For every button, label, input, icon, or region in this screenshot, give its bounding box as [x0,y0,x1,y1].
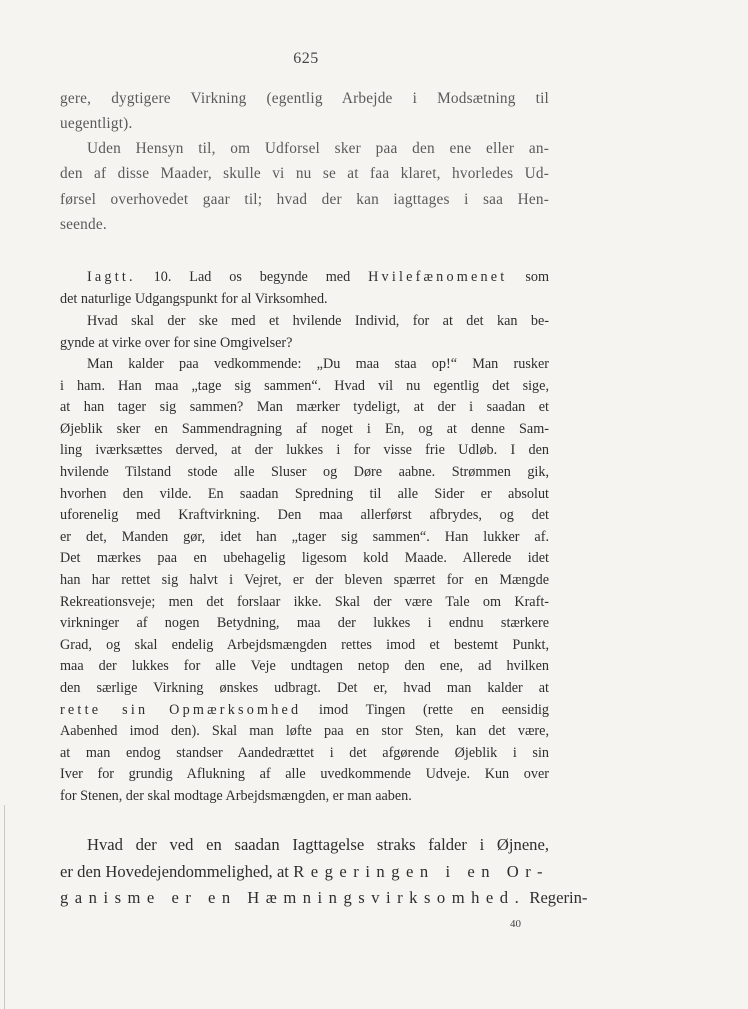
text-line: Hvad der ved en saadan Iagttagelse straks falder i Øjnene, [87,835,549,854]
text-line: virkninger af nogen Betydning, maa der lukkes i endnu stærkere [60,615,549,632]
paragraph-2 [60,136,549,237]
text-line: for Stenen, der skal modtage Arbejdsmængden, er man aaben. [60,787,412,804]
text-line: uegentligt). [60,115,133,133]
text-line: hvilende Tilstand stode alle Sluser og Døre aabne. Strømmen gik, [60,463,549,480]
text-line: det naturlige Udgangspunkt for al Virksomhed. [60,290,328,307]
spaced-term: rette sin Opmærksomhed [60,701,302,718]
text-line: er det, Manden gør, idet han „tager sig sammen“. Han lukker af. [60,528,549,545]
paragraph-6 [60,832,588,912]
text-line: Grad, og skal endelig Arbejdsmængden rettes imod et bestemt Punkt, [60,636,549,653]
text-line: den af disse Maader, skulle vi nu se at faa klaret, hvorledes Ud- [60,165,549,183]
page-number: 625 [293,50,319,67]
paragraph-4 [60,311,549,354]
text-line: Aabenhed imod den). Skal man løfte paa en stor Sten, kan det være, [60,723,549,740]
observation-10 [60,267,549,310]
text-line: er den Hovedejendommelighed, at Regeringen i en Or- [60,861,549,881]
page-edge-shadow [4,805,5,1009]
text-line: gere, dygtigere Virkning (egentlig Arbejde i Modsætning til [60,90,549,107]
text-line: rette sin Opmærksomhed imod Tingen (rette en eensidig [60,701,550,718]
paragraph-5 [60,354,549,807]
text-line: ling iværksættes derved, at der lukkes i for visse frie Udløb. I den [60,442,549,459]
text-line: Man kalder paa vedkommende: „Du maa staa op!“ Man rusker [87,356,549,372]
paragraph-1 [60,86,549,137]
text-line: i ham. Han maa „tage sig sammen“. Hvad vil nu egentlig det sige, [60,377,549,394]
text-line: Hvad skal der ske med et hvilende Individ, for at det kan be- [87,313,549,329]
spaced-term: Hvilefænomenet [368,269,508,285]
text-line: at han tager sig sammen? Man mærker tydeligt, at der i saadan et [60,399,549,416]
text-line: Det mærkes paa en ubehagelig ligesom kold Maade. Allerede idet [60,550,549,567]
spaced-term: ganisme er en Hæmningsvirksomhed. [60,888,526,907]
text-line: den særlige Virkning ønskes udbragt. Det er, hvad man kalder at [60,679,549,696]
text-line: seende. [60,215,107,233]
text-line: Iver for grundig Aflukning af alle uvedkommende Udveje. Kun over [60,766,549,783]
text-line: gynde at virke over for sine Omgivelser? [60,334,293,351]
observation-label: Iagtt. [87,269,136,285]
observation-number: 10. [153,269,172,285]
text-line: ganisme er en Hæmningsvirksomhed. Regerin- [60,888,588,907]
spaced-term: Regeringen i en Or- [293,861,549,881]
text-line: hvorhen den vilde. En saadan Spredning til alle Sider er absolut [60,485,549,502]
text-line: uforenelig med Kraftvirkning. Den maa allerførst afbrydes, og det [60,507,549,524]
text-line: Iagtt. 10. Lad os begynde med Hvilefænomenet som [87,269,550,285]
text-line: Øjeblik sker en Sammendragning af noget i En, og at denne Sam- [60,420,549,437]
text-line: at man endog standser Aandedrættet i det afgørende Øjeblik i sin [60,744,549,761]
text-line: Rekreationsveje; men det forslaar ikke. Skal der være Tale om Kraft- [60,593,549,610]
text-line: førsel overhovedet gaar til; hvad der kan iagttages i saa Hen- [60,190,549,208]
text-line: han har rettet sig halvt i Vejret, er der bleven spærret for en Mængde [60,571,549,588]
signature-mark: 40 [510,918,521,930]
text-line: maa der lukkes for alle Veje undtagen netop den ene, ad hvilken [60,658,549,675]
text-line: Uden Hensyn til, om Udforsel sker paa den ene eller an- [87,140,549,157]
